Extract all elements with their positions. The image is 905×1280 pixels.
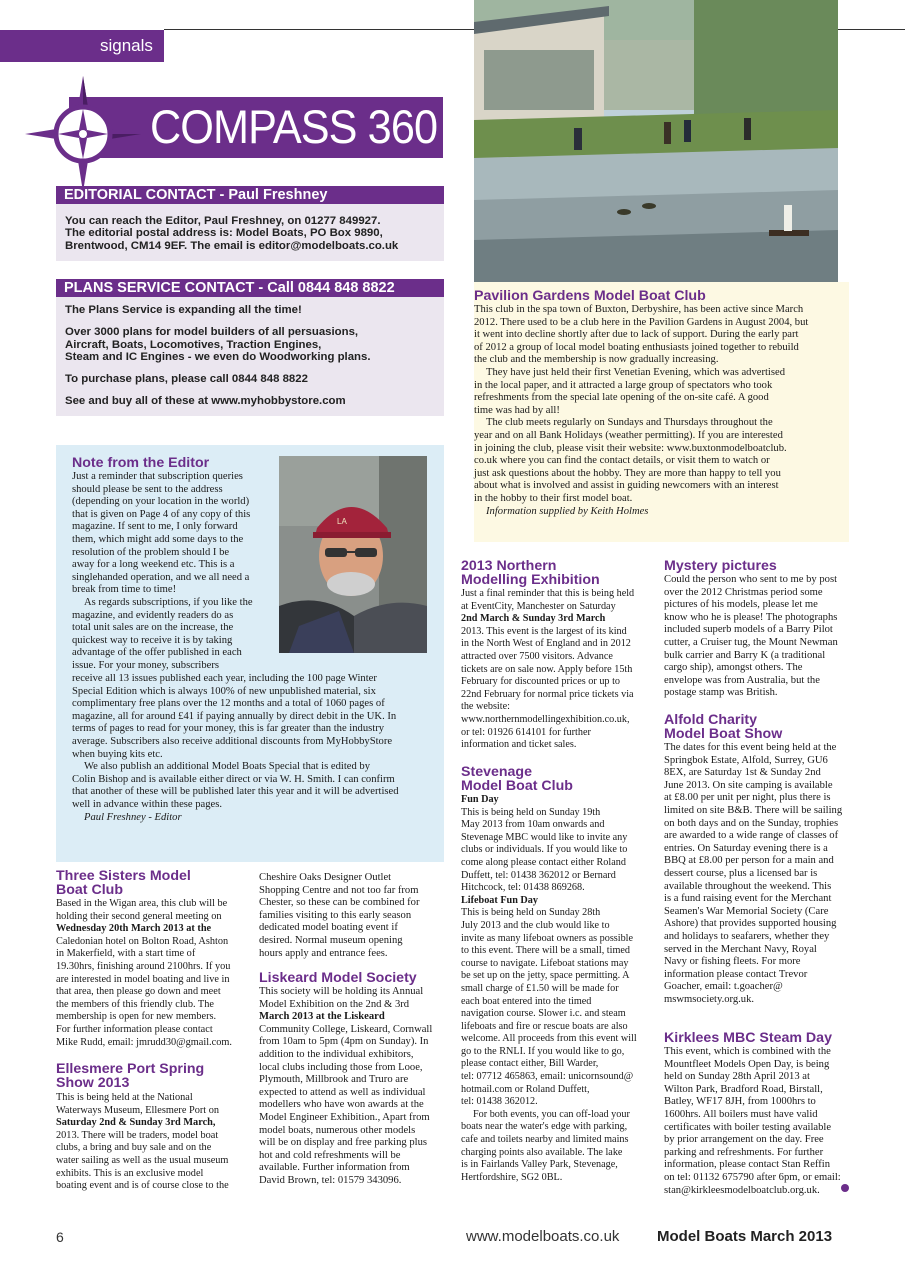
page-number: 6 xyxy=(56,1229,64,1245)
northern-line: February for discounted prices or up to xyxy=(461,676,620,688)
note-body-wide xyxy=(72,673,437,824)
pavilion-photo xyxy=(474,0,838,282)
pavilion-line: about what is involved and assist in guiding newcomers with an interest xyxy=(474,480,779,492)
plans-text xyxy=(65,304,440,408)
ellesmere-title-2: Show 2013 xyxy=(56,1075,130,1091)
cheshire-line: dedicated model boating event if xyxy=(259,922,398,934)
alfold-line: on both days and on the Sunday, trophies xyxy=(664,817,839,829)
kirklees-line: stan@kirkleesmodelboatclub.org.uk. xyxy=(664,1184,820,1196)
stevenage-line: Hitchcock, tel: 01438 869268. xyxy=(461,882,585,894)
liskeard-line: modellers who have won awards at the xyxy=(259,1099,424,1111)
northern-line: 2nd March & Sunday 3rd March xyxy=(461,613,606,625)
mystery-line: included superb models of a Barry Pilot xyxy=(664,624,833,636)
three-sisters-line: For further information please contact xyxy=(56,1023,213,1035)
plans-line: To purchase plans, please call 0844 848 8822 xyxy=(65,373,308,386)
note-line: magazine, all for around £41 if paying annually by direct debit in the UK. In xyxy=(72,710,397,722)
note-line: Colin Bishop and is available either direct or via W. H. Smith. I can confirm xyxy=(72,773,395,785)
three-sisters-line: membership is open for new members. xyxy=(56,1011,217,1023)
section-tab xyxy=(0,30,164,62)
stevenage-title-1: Stevenage xyxy=(461,764,532,780)
stevenage-line: navigation course. Slower i.c. and steam xyxy=(461,1008,626,1020)
stevenage-line: This is being held on Sunday 28th xyxy=(461,907,601,919)
editorial-text xyxy=(65,215,440,252)
stevenage-line: clubs or individuals. If you would like to xyxy=(461,844,628,856)
note-line: issue. For your money, subscribers xyxy=(72,659,220,671)
northern-line: tickets are on sale now. Apply before 15th xyxy=(461,663,633,675)
plans-line: Aircraft, Boats, Locomotives, Traction Engines, xyxy=(65,338,322,351)
alfold-line: mswmsociety.org.uk. xyxy=(664,993,755,1005)
stevenage-line: Lifeboat Fun Day xyxy=(461,894,538,906)
northern-line: 22nd February for normal price tickets via xyxy=(461,688,634,700)
alfold-line: June 2013. On site camping is available xyxy=(664,779,833,791)
three-sisters-line: Mike Rudd, email: jmrudd30@gmail.com. xyxy=(56,1036,232,1048)
alfold-line: The dates for this event being held at the xyxy=(664,742,837,753)
three-sisters-line: that area, then please go down and meet xyxy=(56,986,221,998)
stevenage-line: Stevenage MBC would like to invite any xyxy=(461,831,628,843)
liskeard-line: addition to the individual exhibitors, xyxy=(259,1048,414,1060)
cheshire-line: Shopping Centre and not too far from xyxy=(259,884,419,896)
pavilion-line: the club and the membership is now gradually increasing. xyxy=(474,354,719,366)
masthead-title: COMPASS 360 xyxy=(150,100,438,153)
three-sisters-line: Based in the Wigan area, this club will be xyxy=(56,898,228,909)
ellesmere-line: boating event and is of course close to the xyxy=(56,1180,229,1192)
alfold-line: dessert course, plus a licensed bar is xyxy=(664,867,818,879)
note-line: break from time to time! xyxy=(72,584,177,596)
end-mark-icon xyxy=(841,1184,849,1192)
ellesmere-line: water sailing as well as the usual museum xyxy=(56,1154,229,1166)
liskeard-line: Model Engineer Exhibition., Apart from xyxy=(259,1111,430,1123)
liskeard-line: hot and cold refreshments will be xyxy=(259,1149,401,1161)
ellesmere-line: exhibits. This is an exclusive model xyxy=(56,1167,204,1179)
pavilion-line: in the hobby to their first model boat. xyxy=(474,492,633,504)
three-sisters-line: 19.30hrs, finishing around 2100hrs. If you xyxy=(56,960,231,972)
note-line: (depending on your location in the world) xyxy=(72,496,250,508)
note-line: that is given on Page 4 of any copy of this xyxy=(72,508,251,520)
liskeard-line: Model Exhibition on the 2nd & 3rd xyxy=(259,998,410,1010)
note-line: Just a reminder that subscription queries xyxy=(72,471,243,482)
stevenage-line: tel: 07712 465863, email: unicornsound@ xyxy=(461,1071,634,1083)
section-tab-label: signals xyxy=(100,36,153,55)
mystery-line: postage stamp was British. xyxy=(664,687,778,699)
pavilion-line: 2012. There used to be a club here in the Pavilion Gardens in August 2004, but xyxy=(474,316,809,328)
kirklees-line: held on Sunday 28th April 2013 at xyxy=(664,1071,810,1083)
pavilion-line: just ask questions about the hobby. They are more than happy to tell you xyxy=(474,467,781,479)
pavilion-title: Pavilion Gardens Model Boat Club xyxy=(474,288,706,304)
alfold-line: information please contact Trevor xyxy=(664,968,808,980)
stevenage-body xyxy=(461,794,656,1184)
alfold-line: Seamen's War Memorial Society (Care xyxy=(664,905,829,917)
note-line: receive all 13 issues published each year, including the 100 page Winter xyxy=(72,673,377,684)
alfold-line: is a fund raising event for the Merchant xyxy=(664,893,832,905)
stevenage-line: course to navigate. Lifeboat stations may xyxy=(461,957,629,969)
cheshire-body xyxy=(259,872,454,960)
three-sisters-line: Caledonian hotel on Bolton Road, Ashton xyxy=(56,935,229,947)
stevenage-line: tel: 01438 362012. xyxy=(461,1096,538,1108)
editorial-line: You can reach the Editor, Paul Freshney, on 01277 849927. xyxy=(65,215,381,227)
stevenage-line: Hertfordshire, SG2 0BL. xyxy=(461,1171,563,1183)
northern-line: information and ticket sales. xyxy=(461,739,577,751)
three-sisters-line: holding their second general meeting on xyxy=(56,910,222,922)
kirklees-line: parking and refreshments. For further xyxy=(664,1146,824,1158)
stevenage-line: Duffett, tel: 01438 362012 or Bernard xyxy=(461,869,616,881)
note-line: magazine. If sent to me, I only forward xyxy=(72,521,238,533)
mystery-line: cutter, a Cruiser tug, the Mount Newman xyxy=(664,636,838,648)
liskeard-line: This society will be holding its Annual xyxy=(259,986,424,997)
liskeard-line: David Brown, tel: 01579 343096. xyxy=(259,1174,402,1186)
pavilion-line: The club meets regularly on Sundays and Thursdays throughout the xyxy=(486,417,773,429)
northern-title-1: 2013 Northern xyxy=(461,558,557,574)
stevenage-line: each boat entered into the timed xyxy=(461,995,592,1007)
stevenage-line: come along please contact either Roland xyxy=(461,856,626,868)
three-sisters-line: in Makerfield, with a start time of xyxy=(56,948,196,960)
stevenage-line: lifeboats and fire or rescue boats are also xyxy=(461,1020,628,1032)
stevenage-line: go to the RNLI. If you would like to go, xyxy=(461,1045,625,1057)
note-line: As regards subscriptions, if you like the xyxy=(84,596,253,608)
stevenage-line: hotmail.com or Roland Duffett, xyxy=(461,1083,590,1095)
note-line: them, which might add some days to the xyxy=(72,533,244,545)
compass-icon xyxy=(25,76,141,192)
stevenage-line: boats near the water's edge with parking, xyxy=(461,1121,628,1133)
alfold-line: at £8.00 per unit per night, plus there is xyxy=(664,792,831,804)
note-line: complimentary free plans over the 12 months and a total of 1060 pages of xyxy=(72,698,385,710)
alfold-line: served in the Merchant Navy, Royal xyxy=(664,943,817,955)
editorial-line: The editorial postal address is: Model Boats, PO Box 9890, xyxy=(65,227,383,240)
northern-line: 2013. This event is the largest of its kind xyxy=(461,625,627,637)
pavilion-line: in the local paper, and it attracted a large group of spectators who took xyxy=(474,379,773,391)
northern-line: www.northernmodellingexhibition.co.uk, xyxy=(461,713,630,725)
ellesmere-line: This is being held at the National xyxy=(56,1092,193,1103)
liskeard-line: local clubs including those from Looe, xyxy=(259,1061,423,1073)
kirklees-line: Batley, WF17 8JH, from 1000hrs to xyxy=(664,1096,816,1108)
note-line: resolution of the problem should I be xyxy=(72,546,230,558)
stevenage-line: charging points also available. The lake xyxy=(461,1146,623,1158)
ellesmere-line: Waterways Museum, Ellesmere Port on xyxy=(56,1104,220,1116)
kirklees-title: Kirklees MBC Steam Day xyxy=(664,1030,832,1046)
note-line: Special Edition which is always 100% of new unpublished material, six xyxy=(72,685,376,697)
kirklees-line: Wilton Park, Bradford Road, Birstall, xyxy=(664,1083,823,1095)
pavilion-line: of 2012 a group of local model boating enthusiasts joined together to rebuild xyxy=(474,341,799,353)
pavilion-line: time was had by all! xyxy=(474,404,560,416)
alfold-line: Springbok Estate, Alfold, Surrey, GU6 xyxy=(664,754,828,766)
note-line: total unit sales are on the increase, the xyxy=(72,622,234,634)
alfold-line: and holidays to seafarers, whether they xyxy=(664,930,830,942)
pavilion-line: in joining the club, please visit their website: www.buxtonmodelboatclub. xyxy=(474,442,787,454)
note-line: average. Subscribers also receive additional discounts from MyHobbyStore xyxy=(72,735,393,747)
mystery-line: pictures of his models, please let me xyxy=(664,599,818,611)
note-line: away for a long weekend etc. This is a xyxy=(72,559,235,571)
three-sisters-title-2: Boat Club xyxy=(56,882,123,898)
note-line: singlehanded operation, and we all need a xyxy=(72,571,250,583)
note-line: well in advance within these pages. xyxy=(72,798,223,810)
stevenage-line: please contact either, Bill Warder, xyxy=(461,1058,599,1070)
stevenage-line: July 2013 and the club would like to xyxy=(461,919,610,931)
kirklees-line: This event, which is combined with the xyxy=(664,1046,831,1057)
note-line: that another of these will be published later this year and it will be advertised xyxy=(72,786,399,798)
liskeard-line: from 10am to 5pm (4pm on Sunday). In xyxy=(259,1036,429,1048)
note-line: advantage of the offer published in each xyxy=(72,647,242,659)
note-line: terms of pages to read for your money, this is far greater than the industry xyxy=(72,723,385,735)
alfold-line: limited on site B&B. There will be sailing xyxy=(664,804,843,816)
header-rule-right xyxy=(838,29,905,30)
ellesmere-body xyxy=(56,1092,251,1193)
pavilion-line: year and on all Bank Holidays (weather permitting). If you are interested xyxy=(474,429,783,441)
three-sisters-title-1: Three Sisters Model xyxy=(56,868,191,884)
northern-line: attracted over 7500 visitors. Advance xyxy=(461,650,613,662)
alfold-line: Ashore) that provides supported housing xyxy=(664,918,837,930)
svg-text:LA: LA xyxy=(337,517,347,526)
mystery-body xyxy=(664,574,854,700)
kirklees-line: information, please contact Stan Reffin xyxy=(664,1159,831,1171)
ellesmere-line: Saturday 2nd & Sunday 3rd March, xyxy=(56,1117,216,1129)
liskeard-line: March 2013 at the Liskeard xyxy=(259,1011,385,1023)
mystery-line: bulk carrier and Barry K (a traditional xyxy=(664,649,826,661)
liskeard-line: expected to attend as well as individual xyxy=(259,1086,426,1098)
liskeard-line: model boats, numerous other models xyxy=(259,1124,416,1136)
northern-line: Just a final reminder that this is being held xyxy=(461,588,635,599)
liskeard-line: will be on display and free parking plus xyxy=(259,1137,427,1149)
stevenage-line: cafe and toilets nearby and limited mains xyxy=(461,1134,629,1146)
northern-line: in the North West of England and in 2012 xyxy=(461,638,631,650)
mystery-line: Could the person who sent to me by post xyxy=(664,574,838,585)
stevenage-line: May 2013 from 10am onwards and xyxy=(461,819,605,831)
note-title: Note from the Editor xyxy=(72,455,210,471)
liskeard-body xyxy=(259,986,454,1188)
alfold-line: BBQ at £8.00 per person for a main and xyxy=(664,855,834,867)
editorial-line: Brentwood, CM14 9EF. The email is editor@modelboats.co.uk xyxy=(65,239,399,252)
plans-line: The Plans Service is expanding all the time! xyxy=(65,304,302,316)
liskeard-line: Plymouth, Millbrook and Truro are xyxy=(259,1074,409,1086)
note-line: should please be sent to the address xyxy=(72,483,223,495)
liskeard-line: available. Further information from xyxy=(259,1162,410,1174)
northern-title-2: Modelling Exhibition xyxy=(461,572,600,588)
alfold-line: entries. On Saturday evening there is a xyxy=(664,842,828,854)
footer-issue: Model Boats March 2013 xyxy=(657,1228,833,1245)
kirklees-line: Mountfleet Models Open Day, is being xyxy=(664,1058,830,1070)
stevenage-line: This is being held on Sunday 19th xyxy=(461,806,601,818)
stevenage-line: welcome. All proceeds from this event will xyxy=(461,1033,637,1045)
ellesmere-title-1: Ellesmere Port Spring xyxy=(56,1061,205,1077)
kirklees-line: on tel: 01132 675790 after 6pm, or email: xyxy=(664,1171,841,1183)
cheshire-line: hours apply and entrance fees. xyxy=(259,947,388,959)
cheshire-line: desired. Normal museum opening xyxy=(259,934,403,946)
alfold-body xyxy=(664,742,854,1006)
stevenage-line: invite as many lifeboat owners as possible xyxy=(461,932,634,944)
note-line: We also publish an additional Model Boats Special that is edited by xyxy=(84,761,371,773)
stevenage-line: is in Fairlands Valley Park, Stevenage, xyxy=(461,1159,618,1171)
plans-line: Steam and IC Engines - we even do Woodworking plans. xyxy=(65,350,371,363)
kirklees-body xyxy=(664,1046,854,1197)
editor-photo xyxy=(279,456,427,653)
northern-line: the website: xyxy=(461,701,510,713)
liskeard-title: Liskeard Model Society xyxy=(259,970,417,986)
mystery-line: over the 2012 Christmas period some xyxy=(664,586,823,598)
note-signature: Paul Freshney - Editor xyxy=(84,811,182,823)
kirklees-line: certificates with boiler testing available xyxy=(664,1121,832,1133)
liskeard-line: Community College, Liskeard, Cornwall xyxy=(259,1023,433,1035)
ellesmere-line: clubs, a bring and buy sale and on the xyxy=(56,1142,212,1154)
alfold-line: Goacher, email: t.goacher@ xyxy=(664,981,783,993)
northern-line: at EventCity, Manchester on Saturday xyxy=(461,600,616,612)
note-line: when buying kits etc. xyxy=(72,748,163,760)
stevenage-title-2: Model Boat Club xyxy=(461,778,573,794)
alfold-title-2: Model Boat Show xyxy=(664,726,783,742)
note-line: magazine, and evidently readers do as xyxy=(72,609,234,621)
mystery-line: know who he is please! The photographs xyxy=(664,611,838,623)
stevenage-line: For both events, you can off-load your xyxy=(473,1108,630,1120)
ellesmere-line: 2013. There will be traders, model boat xyxy=(56,1129,219,1141)
alfold-line: are awarded to a wide range of classes of xyxy=(664,830,839,842)
mystery-line: cargo ship), amongst others. The xyxy=(664,662,803,674)
stevenage-line: be set up on the jetty, space permitting. A xyxy=(461,970,630,982)
cheshire-line: Chester, so these can be combined for xyxy=(259,897,420,909)
pavilion-line: They have just held their first Venetian Evening, which was advertised xyxy=(486,366,785,378)
alfold-line: Navy or fishing fleets. For more xyxy=(664,956,801,968)
northern-body xyxy=(461,588,656,752)
editorial-title: EDITORIAL CONTACT - Paul Freshney xyxy=(56,186,444,204)
note-body-narrow xyxy=(72,471,277,673)
kirklees-line: 1600hrs. All boilers must have valid xyxy=(664,1108,818,1120)
alfold-line: 8EX, are Saturday 1st & Sunday 2nd xyxy=(664,767,821,779)
pavilion-line: co.uk where you can find the contact details, or visit them to watch or xyxy=(474,455,770,467)
pavilion-line: it went into decline shortly after due to lack of support. During the early part xyxy=(474,329,799,341)
cheshire-line: Cheshire Oaks Designer Outlet xyxy=(259,872,392,883)
pavilion-body xyxy=(474,304,844,518)
plans-line: See and buy all of these at www.myhobbystore.com xyxy=(65,395,346,408)
three-sisters-line: the members of this friendly club. The xyxy=(56,998,214,1010)
stevenage-line: small charge of £1.50 will be made for xyxy=(461,982,619,994)
stevenage-line: Fun Day xyxy=(461,794,499,805)
northern-line: or tel: 01926 614101 for further xyxy=(461,726,591,738)
cheshire-line: families visiting to this early season xyxy=(259,909,412,921)
stevenage-line: to this event. There will be a small, timed xyxy=(461,945,630,957)
mystery-title: Mystery pictures xyxy=(664,558,777,574)
alfold-title-1: Alfold Charity xyxy=(664,712,758,728)
plans-line: Over 3000 plans for model builders of all persuasions, xyxy=(65,326,359,339)
three-sisters-body xyxy=(56,898,251,1049)
three-sisters-line: are interested in model boating and live in xyxy=(56,973,230,985)
alfold-line: available throughout the weekend. This xyxy=(664,880,832,892)
note-line: quickest way to receive it is by taking xyxy=(72,634,233,646)
footer-website: www.modelboats.co.uk xyxy=(466,1228,620,1245)
pavilion-credit: Information supplied by Keith Holmes xyxy=(486,505,649,517)
header-rule xyxy=(164,29,474,30)
plans-title: PLANS SERVICE CONTACT - Call 0844 848 8822 xyxy=(56,279,444,297)
three-sisters-line: Wednesday 20th March 2013 at the xyxy=(56,923,212,935)
mystery-line: envelope was from Australia, but the xyxy=(664,674,820,686)
pavilion-line: refreshments from the special late opening of the on-site café. A good xyxy=(474,392,769,404)
pavilion-line: This club in the spa town of Buxton, Derbyshire, has been active since March xyxy=(474,304,804,315)
kirklees-line: by prior arrangement on the day. Free xyxy=(664,1134,824,1146)
